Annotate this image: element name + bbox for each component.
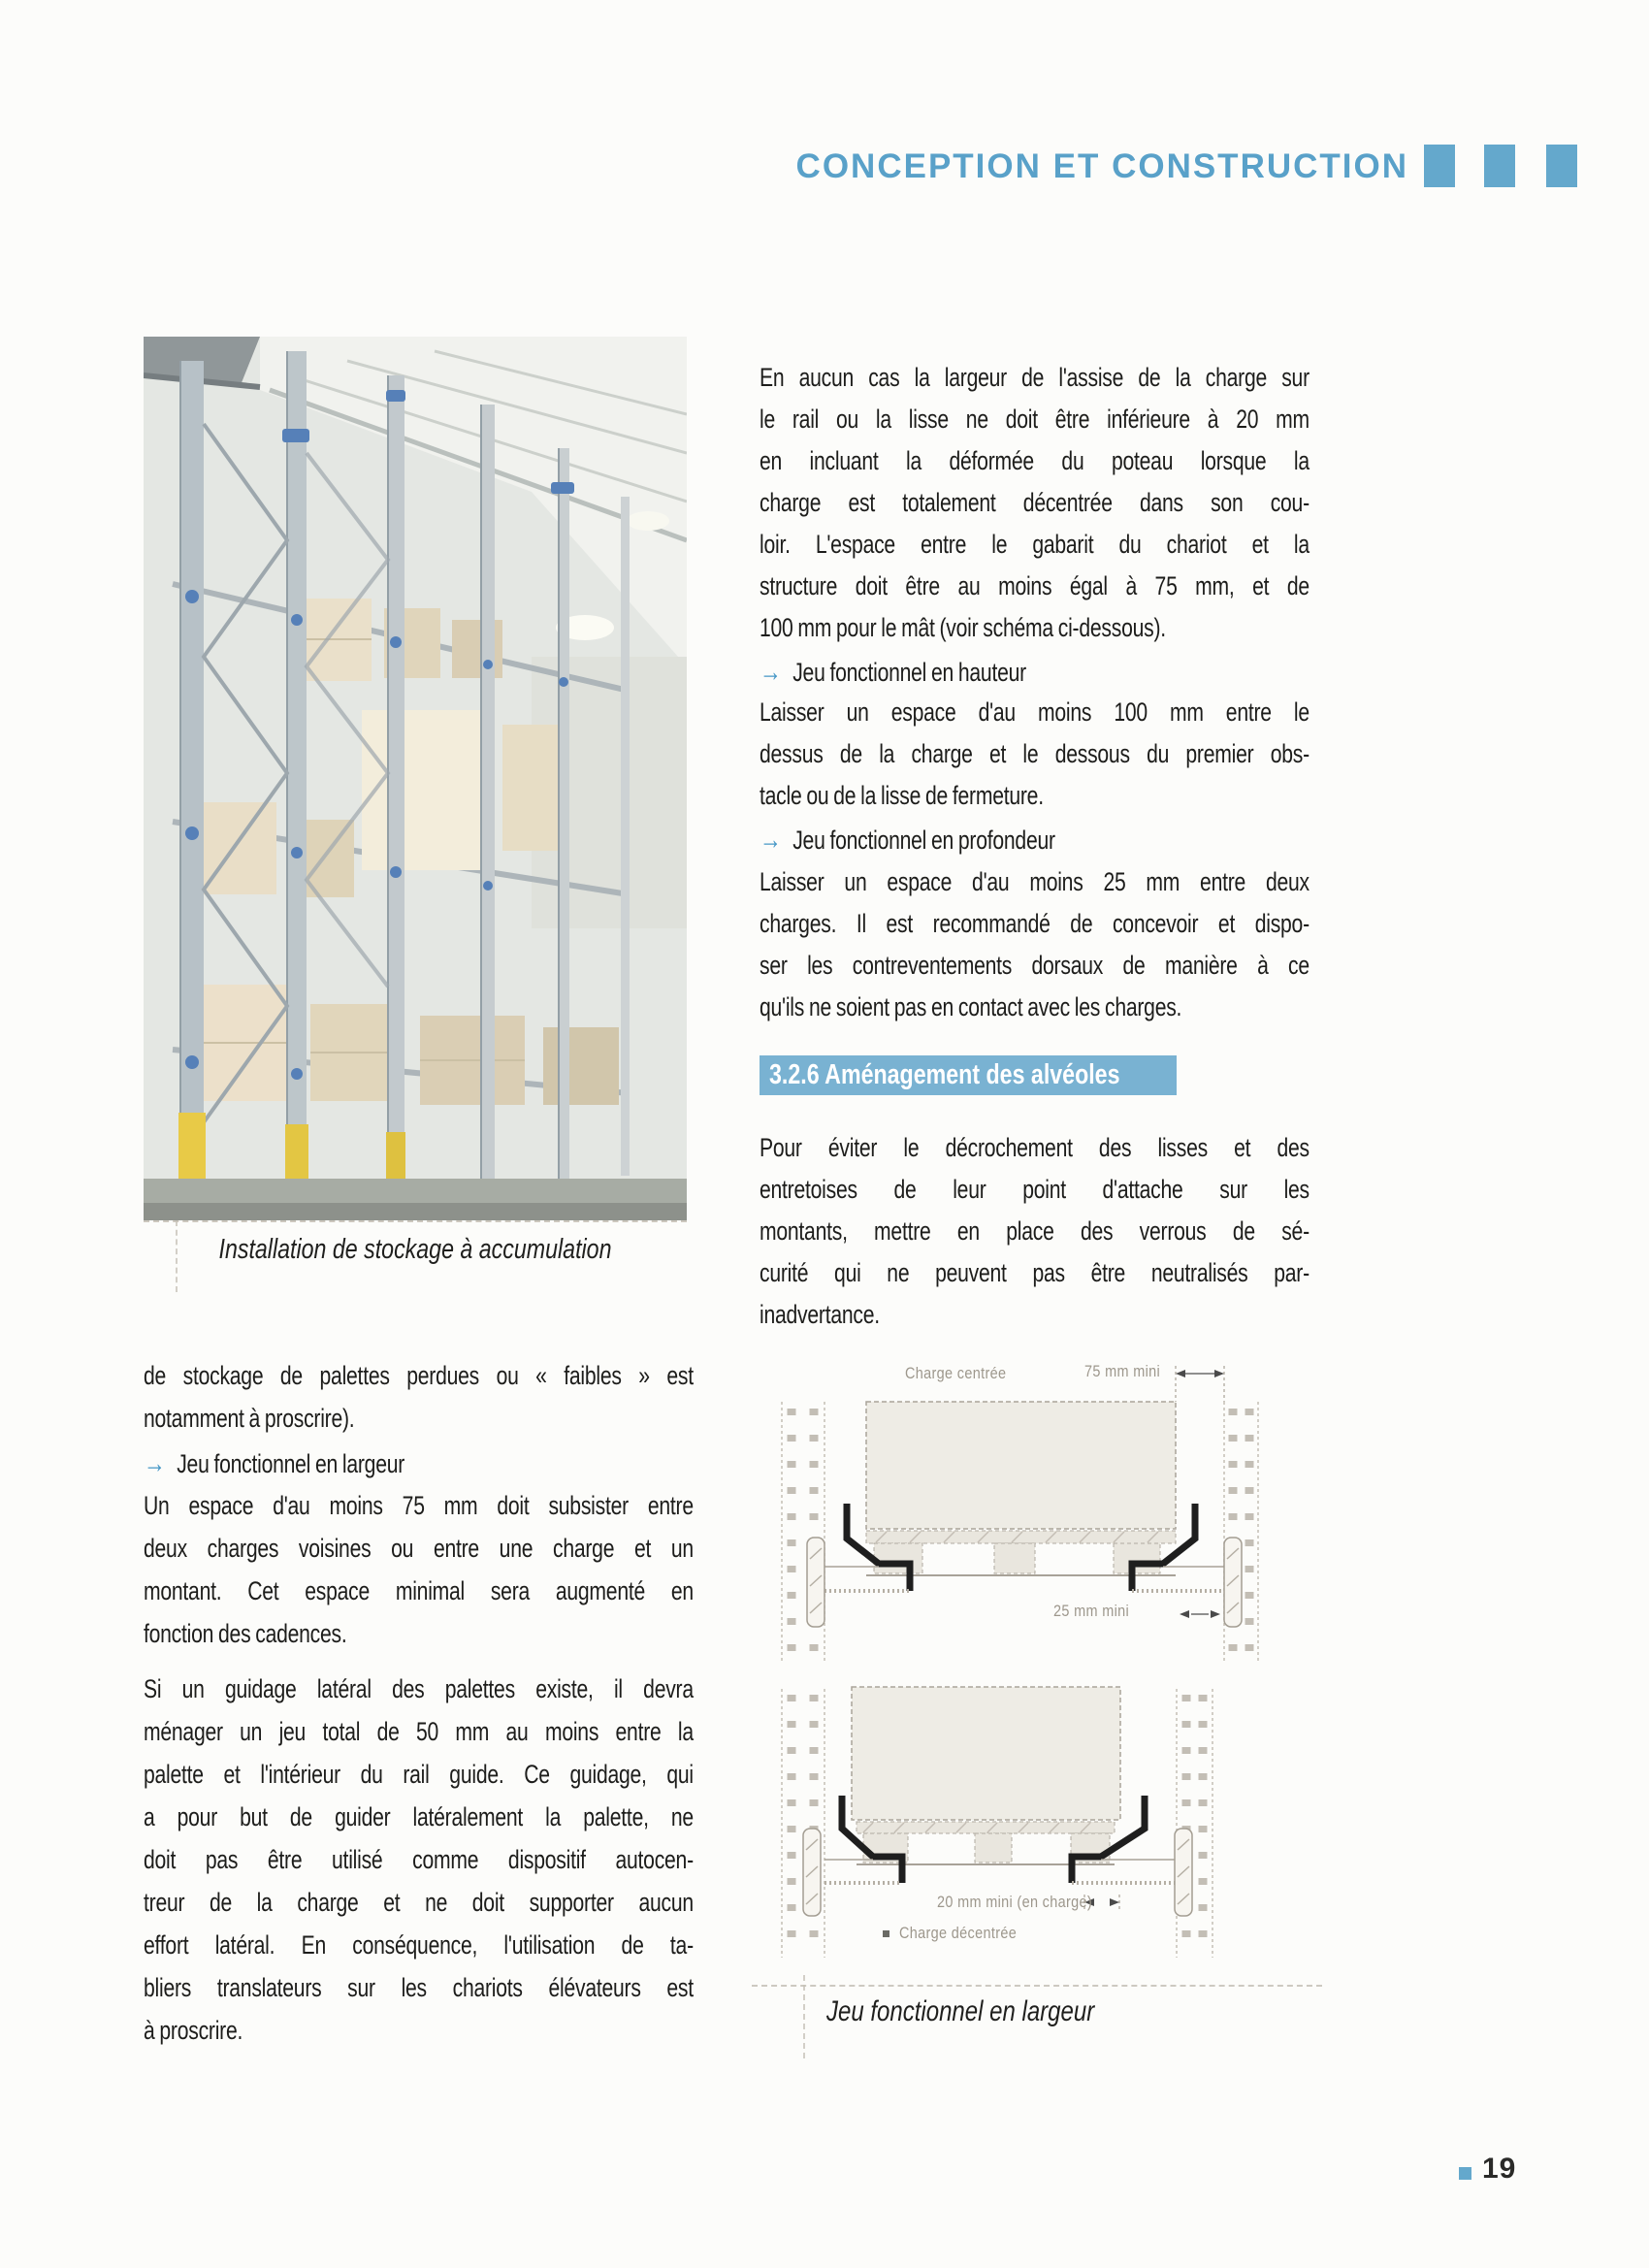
label-20mm: 20 mm mini (en charge) [937, 1893, 1093, 1911]
text-line: loir. L'espace entre le gabarit du chariot et la [760, 530, 1310, 559]
paragraph-profondeur [760, 861, 1310, 1028]
warehouse-photo [144, 337, 687, 1222]
page-header-title: CONCEPTION ET CONSTRUCTION [795, 147, 1408, 185]
label-25mm: 25 mm mini [1053, 1602, 1130, 1620]
bullet-jeu-profondeur [760, 820, 1310, 861]
arrow-icon: → [760, 825, 782, 856]
text-line: effort latéral. En conséquence, l'utilisation de ta- [144, 1930, 694, 1960]
footer-square-icon [1459, 2167, 1471, 2180]
diagram-charge-centree [764, 1358, 1322, 1669]
text-line: dessus de la charge et le dessous du premier obs- [760, 739, 1310, 768]
text-line: palette et l'intérieur du rail guide. Ce guidage, qui [144, 1760, 694, 1789]
text-line: charges. Il est recommandé de concevoir et dispo- [760, 909, 1310, 938]
header-square-icon [1484, 145, 1515, 187]
text-line: a pour but de guider latéralement la palette, ne [144, 1802, 694, 1831]
text-line: le rail ou la lisse ne doit être inférieure à 20 mm [760, 405, 1310, 434]
header-square-icon [1546, 145, 1577, 187]
text-line: fonction des cadences. [144, 1619, 347, 1648]
load-block [852, 1687, 1120, 1820]
arrow-icon: → [144, 1448, 166, 1479]
text-line: montants, mettre en place des verrous de sé- [760, 1216, 1310, 1246]
label-charge-centree: Charge centrée [905, 1364, 1007, 1382]
text-line: montant. Cet espace minimal sera augmenté en [144, 1576, 694, 1605]
text-line: en incluant la déformée du poteau lorsque la [760, 446, 1310, 475]
bullet-label: Jeu fonctionnel en profondeur [792, 826, 1055, 855]
text-line: à proscrire. [144, 2016, 243, 2045]
label-75mm: 75 mm mini [1084, 1362, 1161, 1380]
text-line: doit pas être utilisé comme dispositif autocen- [144, 1845, 694, 1874]
load-block [866, 1402, 1176, 1529]
text-line: 100 mm pour le mât (voir schéma ci-dessous). [760, 613, 1166, 642]
figure-guide-line [803, 1975, 805, 2058]
text-line: Laisser un espace d'au moins 100 mm entre le [760, 697, 1310, 727]
warehouse-photo-art [144, 337, 687, 1220]
bullet-jeu-largeur [144, 1442, 694, 1485]
text-line: structure doit être au moins égal à 75 mm, et de [760, 571, 1310, 600]
figure-separator-line [752, 1985, 1322, 1987]
text-line: inadvertance. [760, 1300, 880, 1329]
bullet-dot-icon [883, 1930, 889, 1937]
section-heading-3-2-6 [760, 1055, 1177, 1095]
dimension-75mm [1176, 1366, 1224, 1402]
text-line: charge est totalement décentrée dans son cou- [760, 488, 1310, 517]
text-line: Un espace d'au moins 75 mm doit subsister entre [144, 1491, 694, 1520]
text-line: deux charges voisines ou entre une charge et un [144, 1534, 694, 1563]
text-line: notamment à proscrire). [144, 1404, 355, 1433]
label-charge-decentree: Charge décentrée [883, 1924, 1038, 1943]
pallet-blocks [874, 1543, 1160, 1573]
figure-caption: Jeu fonctionnel en largeur [826, 1995, 1095, 2027]
text-line: qu'ils ne soient pas en contact avec les charges. [760, 992, 1182, 1021]
text-line: ser les contreventements dorsaux de manière à ce [760, 951, 1310, 980]
page-number: 19 [1482, 2153, 1517, 2185]
diagram-charge-decentree-art [764, 1681, 1322, 1962]
paragraph-hauteur [760, 692, 1310, 817]
section-heading-text: 3.2.6 Aménagement des alvéoles [769, 1059, 1120, 1090]
bullet-label: Jeu fonctionnel en largeur [177, 1449, 405, 1478]
diagram-charge-decentree [764, 1681, 1322, 1962]
text-line: curité qui ne peuvent pas être neutralisés par- [760, 1258, 1310, 1287]
text-line: bliers translateurs sur les chariots élévateurs est [144, 1973, 694, 2002]
photo-caption: Installation de stockage à accumulation [218, 1234, 612, 1265]
paragraph-verrous [760, 1127, 1310, 1336]
text-line: de stockage de palettes perdues ou « faibles » est [144, 1361, 694, 1390]
paragraph-stockage [144, 1354, 694, 1440]
arrow-icon: → [760, 657, 782, 688]
text-line: treur de la charge et ne doit supporter aucun [144, 1888, 694, 1917]
text-line: Laisser un espace d'au moins 25 mm entre deux [760, 867, 1310, 896]
diagram-charge-centree-art [764, 1358, 1322, 1669]
text-line: tacle ou de la lisse de fermeture. [760, 781, 1044, 810]
header-square-icon [1424, 145, 1455, 187]
paragraph-espace-75 [144, 1484, 694, 1655]
text-line: Pour éviter le décrochement des lisses et des [760, 1133, 1310, 1162]
paragraph-assise [760, 357, 1310, 649]
paragraph-guidage [144, 1668, 694, 2052]
text-line: entretoises de leur point d'attache sur les [760, 1175, 1310, 1204]
text-line: Si un guidage latéral des palettes existe, il devra [144, 1674, 694, 1703]
bullet-jeu-hauteur [760, 652, 1310, 694]
bullet-label: Jeu fonctionnel en hauteur [792, 658, 1026, 687]
text-line: En aucun cas la largeur de l'assise de la charge sur [760, 363, 1310, 392]
text-line: ménager un jeu total de 50 mm au moins entre la [144, 1717, 694, 1746]
dimension-25mm [1180, 1610, 1220, 1618]
